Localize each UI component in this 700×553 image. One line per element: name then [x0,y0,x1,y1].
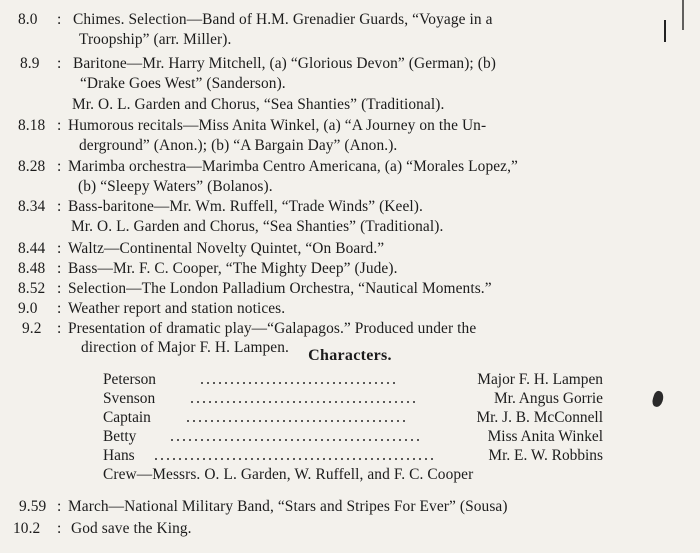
colon-separator: : [57,260,62,277]
programme-text: Waltz—Continental Novelty Quintet, “On Board.” [68,240,385,257]
programme-text: Mr. O. L. Garden and Chorus, “Sea Shanties” (Traditional). [71,218,444,235]
leader-dots [185,419,405,423]
cast-actor: Major F. H. Lampen [477,371,603,388]
programme-text: God save the King. [71,520,192,537]
cast-role: Hans [103,447,135,464]
cast-actor: Miss Anita Winkel [487,428,603,445]
time-label: 8.48 [18,260,46,277]
cast-role: Captain [103,409,151,426]
edge-mark [682,0,684,30]
time-label: 8.44 [18,240,46,257]
programme-text: Troopship” (arr. Miller). [79,31,232,48]
colon-separator: : [57,198,62,215]
column-rule [664,20,666,42]
colon-separator: : [57,498,62,515]
programme-text: Presentation of dramatic play—“Galapagos.” Produced under the [68,320,477,337]
leader-dots [189,400,417,404]
cast-role: Svenson [103,390,156,407]
time-label: 8.28 [18,158,46,175]
colon-separator: : [57,300,62,317]
colon-separator: : [57,320,62,337]
programme-text: derground” (Anon.); (b) “A Bargain Day” (Anon.). [79,137,398,154]
cast-role: Betty [103,428,137,445]
cast-actor: Mr. E. W. Robbins [488,447,603,464]
programme-text: Humorous recitals—Miss Anita Winkel, (a) “A Journey on the Un- [68,117,487,134]
cast-role: Peterson [103,371,157,388]
colon-separator: : [57,280,62,297]
leader-dots [153,457,433,461]
leader-dots [169,438,423,442]
time-label: 9.0 [18,300,38,317]
time-label: 8.18 [18,117,46,134]
time-label: 9.59 [19,498,47,515]
cast-actor: Mr. J. B. McConnell [476,409,603,426]
time-label: 9.2 [22,320,42,337]
programme-text: March—National Military Band, “Stars and Stripes For Ever” (Sousa) [68,498,508,515]
programme-text: Baritone—Mr. Harry Mitchell, (a) “Glorious Devon” (German); (b) [73,55,496,72]
programme-text: Marimba orchestra—Marimba Centro Americana, (a) “Morales Lopez,” [68,158,518,175]
crew-line: Crew—Messrs. O. L. Garden, W. Ruffell, and F. C. Cooper [103,466,474,483]
colon-separator: : [57,55,62,72]
programme-text: Mr. O. L. Garden and Chorus, “Sea Shanties” (Traditional). [72,96,445,113]
time-label: 10.2 [13,520,41,537]
colon-separator: : [57,158,62,175]
characters-heading: Characters. [308,347,392,364]
programme-text: Bass-baritone—Mr. Wm. Ruffell, “Trade Winds” (Keel). [68,198,423,215]
programme-text: “Drake Goes West” (Sanderson). [80,75,286,92]
programme-text: (b) “Sleepy Waters” (Bolanos). [78,178,273,195]
leader-dots [199,381,395,385]
colon-separator: : [57,11,62,28]
time-label: 8.34 [18,198,46,215]
programme-text: direction of Major F. H. Lampen. [81,339,289,356]
time-label: 8.52 [18,280,46,297]
programme-line [18,11,38,29]
programme-text: Weather report and station notices. [68,300,286,317]
programme-text: Bass—Mr. F. C. Cooper, “The Mighty Deep” (Jude). [68,260,398,277]
colon-separator: : [57,520,62,537]
cast-actor: Mr. Angus Gorrie [493,390,603,407]
ink-blot [651,390,665,408]
colon-separator: : [57,240,62,257]
colon-separator: : [57,117,62,134]
time-label: 8.0 [18,11,38,28]
programme-text: Chimes. Selection—Band of H.M. Grenadier Guards, “Voyage in a [73,11,493,28]
programme-text: Selection—The London Palladium Orchestra, “Nautical Moments.” [68,280,492,297]
time-label: 8.9 [20,55,40,72]
